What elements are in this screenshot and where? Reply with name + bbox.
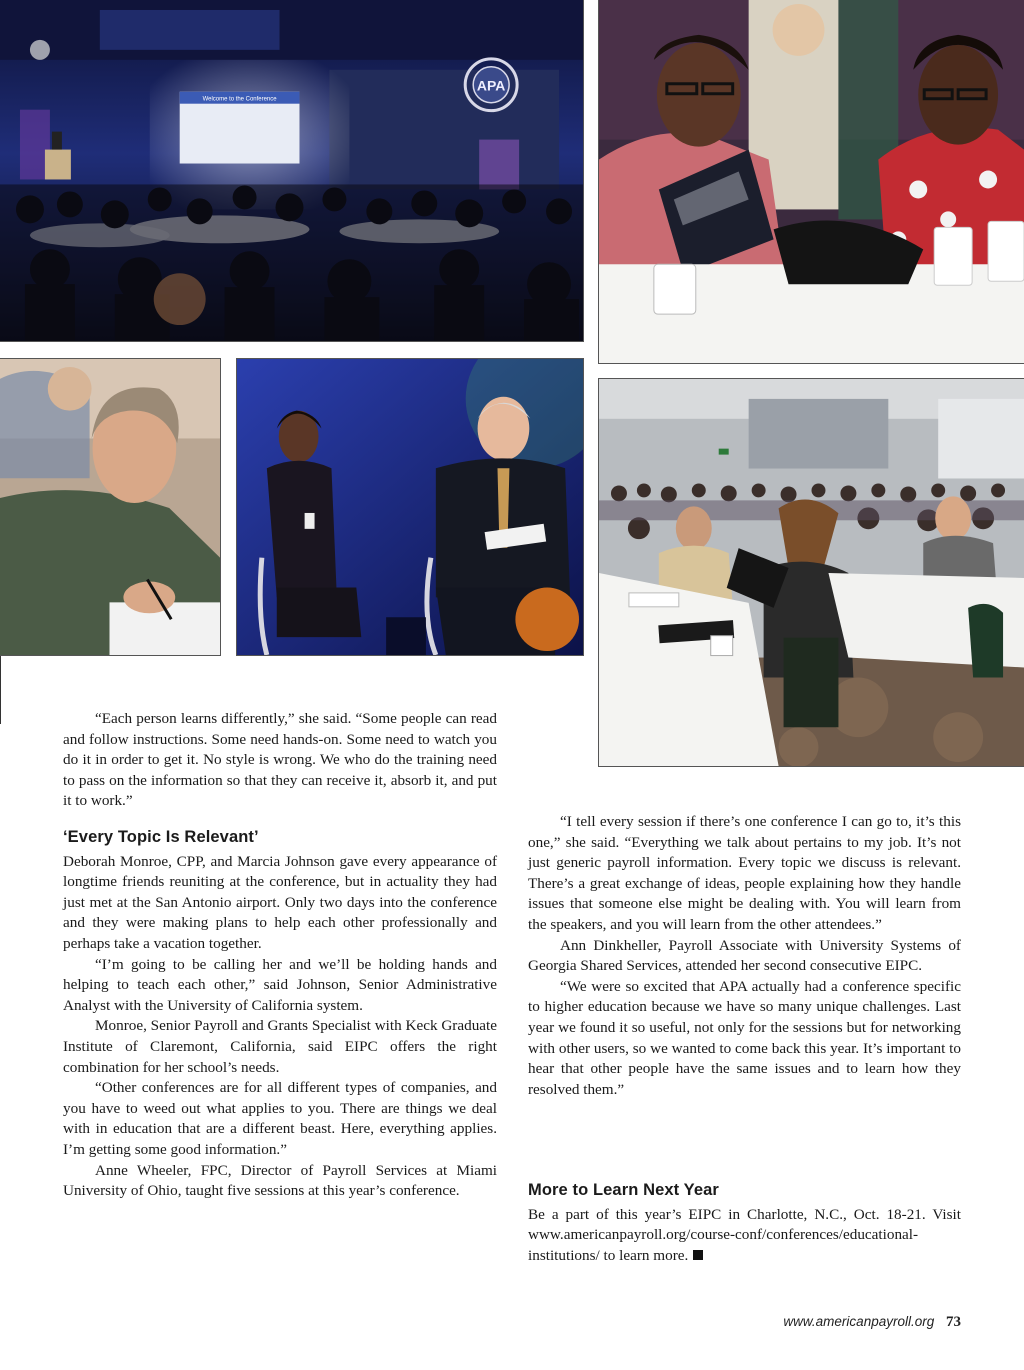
closing-section — [528, 1180, 961, 1266]
photo-panel-speakers — [236, 358, 584, 656]
screen-title-text: Welcome to the Conference — [202, 96, 277, 103]
page-footer — [783, 1314, 961, 1331]
right-column — [528, 812, 961, 1100]
apa-logo-text: APA — [476, 77, 506, 94]
end-mark-icon — [693, 1250, 703, 1260]
body-paragraph: Ann Dinkheller, Payroll Associate with University Systems of Georgia Shared Services, attended her second consecutive EIPC. — [528, 936, 961, 975]
page-number: 73 — [946, 1314, 961, 1330]
photo-classroom-session — [598, 378, 1024, 767]
left-column — [63, 827, 497, 1202]
photo-ballroom-conference — [0, 0, 584, 342]
section-heading-every-topic: ‘Every Topic Is Relevant’ — [63, 828, 259, 846]
body-paragraph: Monroe, Senior Payroll and Grants Specialist with Keck Graduate Institute of Claremont, California, said EIPC offers the right combination for her school’s needs. — [63, 1017, 497, 1076]
body-paragraph: “We were so excited that APA actually had a conference specific to higher education because we have so many unique challenges. Last year we found it so useful, not only for the sessions but for networking with other users, so we wanted to come back this year. It’s important to hear that other people have the same issues and to learn how they resolved them.” — [528, 977, 961, 1098]
body-paragraph: “I tell every session if there’s one conference I can go to, it’s this one,” she said. “Everything we talk about pertains to my job. It’s not just generic payroll information. Every topic we discuss is relevant. There’s a great exchange of ideas, people explaining how they handle issues that someone else might be dealing with. You will learn from the speakers, and you will learn from the other attendees.” — [528, 813, 961, 933]
intro-paragraph: “Each person learns differently,” she said. “Some people can read and follow instructions. Some need hands-on. Some need to watch you do it in order to get it. No style is wrong. We who do the training need to pass on the information so that they can receive it, absorb it, and put it to work.” — [63, 710, 497, 810]
body-paragraph: Deborah Monroe, CPP, and Marcia Johnson gave every appearance of longtime friends reuniting at the conference, but in actuality they had just met at the San Antonio airport. Only two days into the conference and they were making plans to help each other professionally and perhaps take a vacation together. — [63, 852, 497, 952]
body-paragraph: Anne Wheeler, FPC, Director of Payroll Services at Miami University of Ohio, taught five sessions at this year’s conference. — [63, 1161, 497, 1200]
panel-illustration — [237, 359, 583, 655]
ballroom-illustration — [0, 0, 583, 341]
section-heading-more-to-learn: More to Learn Next Year — [528, 1181, 719, 1199]
women-illustration — [599, 0, 1024, 363]
photo-edge-line — [0, 656, 1, 724]
man-writing-illustration — [0, 359, 220, 655]
closing-text: Be a part of this year’s EIPC in Charlotte, N.C., Oct. 18-21. Visit www.americanpayroll.org/course-conf/conferences/educational-institutions/ to learn more. — [528, 1205, 961, 1264]
body-paragraph: “Other conferences are for all different types of companies, and you have to weed out what applies to you. There are things we deal with in education that are a different beast. Here, everything applies. I’m getting some good information.” — [63, 1079, 497, 1158]
photo-man-taking-notes — [0, 358, 221, 656]
footer-url: www.americanpayroll.org — [783, 1314, 935, 1329]
body-paragraph: “I’m going to be calling her and we’ll be holding hands and helping to teach each other,” said Johnson, Senior Administrative Analyst with the University of California system. — [63, 955, 497, 1014]
photo-attendees-reading — [598, 0, 1024, 364]
closing-paragraph — [528, 1205, 961, 1267]
classroom-illustration — [599, 379, 1024, 766]
intro-quote-block — [63, 709, 497, 812]
